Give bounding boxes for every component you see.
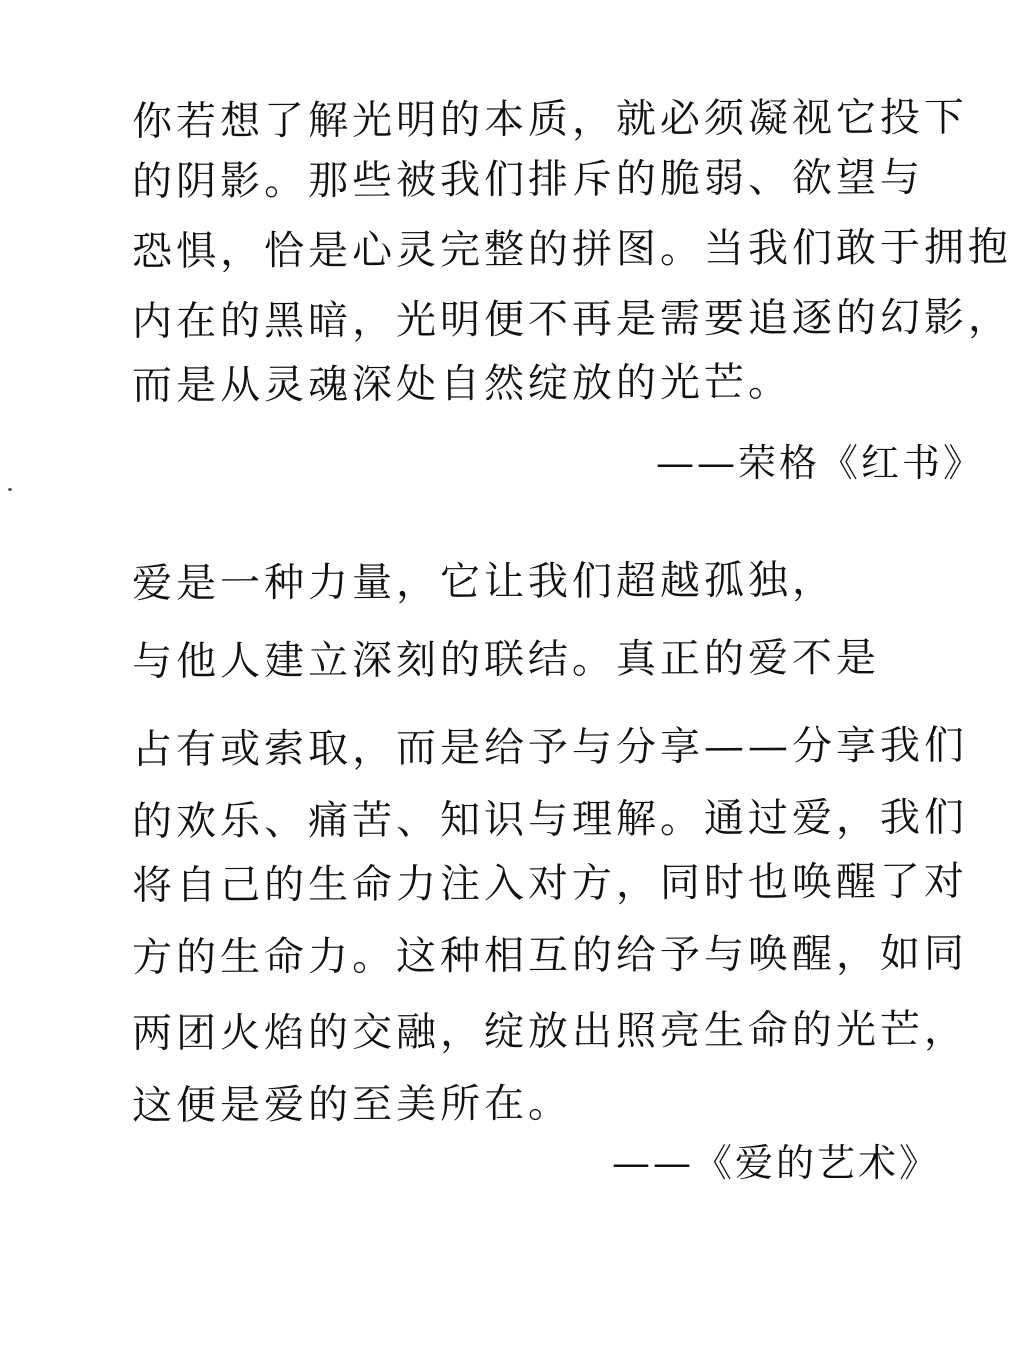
quote2-line-5: 将自己的生命力注入对方，同时也唤醒了对 — [131, 858, 969, 909]
quote2-attribution: ——《爱的艺术》 — [612, 1141, 941, 1185]
quote1-line-2: 的阴影。那些被我们排斥的脆弱、欲望与 — [131, 154, 925, 205]
quote2-line-4: 的欢乐、痛苦、知识与理解。通过爱，我们 — [131, 794, 969, 845]
quote1-line-1: 你若想了解光明的本质，就必须凝视它投下 — [131, 94, 969, 145]
quote1-line-4: 内在的黑暗，光明便不再是需要追逐的幻影， — [131, 294, 1013, 345]
quote2-line-6: 方的生命力。这种相互的给予与唤醒，如同 — [131, 930, 969, 981]
quote2-line-7: 两团火焰的交融，绽放出照亮生命的光芒， — [131, 1006, 969, 1057]
ink-speck — [8, 488, 12, 491]
quote2-line-3: 占有或索取，而是给予与分享——分享我们 — [131, 722, 969, 773]
quote1-attribution: ——荣格《红书》 — [656, 441, 985, 485]
quote1-line-3: 恐惧，恰是心灵完整的拼图。当我们敢于拥抱 — [131, 224, 1013, 275]
quote2-line-8: 这便是爱的至美所在。 — [131, 1080, 573, 1129]
quote2-line-2: 与他人建立深刻的联结。真正的爱不是 — [131, 635, 881, 685]
quote2-line-1: 爱是一种力量，它让我们超越孤独， — [131, 557, 837, 607]
quote1-line-5: 而是从灵魂深处自然绽放的光芒。 — [131, 359, 793, 409]
